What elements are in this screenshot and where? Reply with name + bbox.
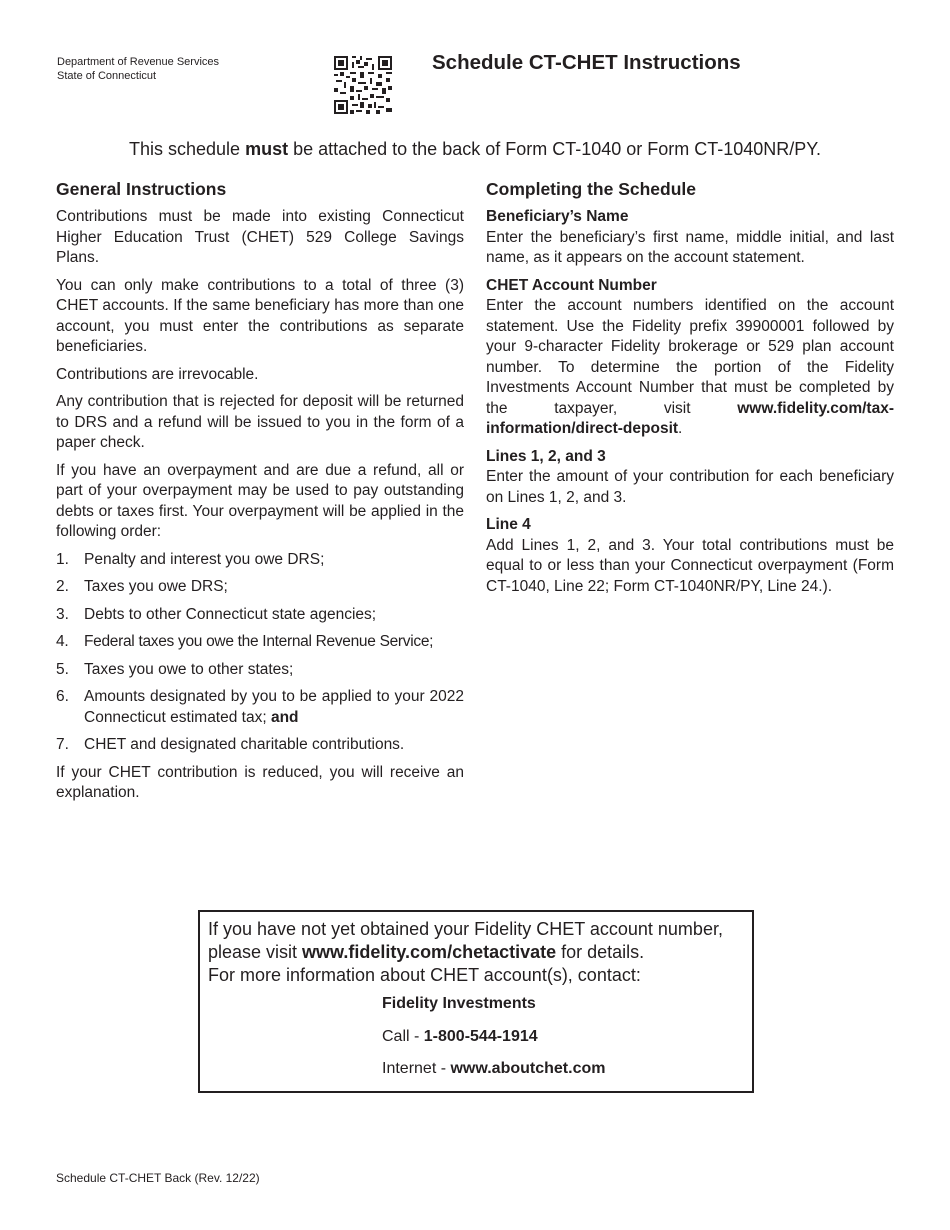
- general-paragraph: If your CHET contribution is reduced, you will receive an explanation.: [56, 763, 464, 801]
- list-item: 2. Taxes you owe DRS;: [56, 578, 228, 595]
- overpayment-order-list: [56, 550, 464, 756]
- lines-123-section: [486, 447, 894, 509]
- page-title: Schedule CT-CHET Instructions: [432, 51, 741, 74]
- completing-schedule-heading: Completing the Schedule: [486, 179, 697, 199]
- list-item: 5. Taxes you owe to other states;: [56, 660, 294, 678]
- beneficiary-text: Enter the beneficiary’s first name, middle initial, and last name, as it appears on the account statement.: [486, 228, 894, 266]
- attachment-notice: This schedule must be attached to the back of Form CT-1040 or Form CT-1040NR/PY.: [129, 139, 821, 159]
- info-line-1: If you have not yet obtained your Fidelity CHET account number, please visit www.fidelity.com/chetactivate for details.: [208, 919, 723, 962]
- general-instructions-column: [56, 178, 464, 811]
- line-4-text: Add Lines 1, 2, and 3. Your total contributions must be equal to or less than your Connecticut overpayment (Form CT-1040, Line 22; Form CT-1040NR/PY, Line 24.).: [486, 536, 894, 595]
- info-line-2: For more information about CHET account(s), contact:: [208, 965, 641, 985]
- qr-code-icon: [334, 56, 392, 114]
- account-number-heading: CHET Account Number: [486, 276, 657, 294]
- list-item: 4. Federal taxes you owe the Internal Revenue Service;: [56, 633, 434, 650]
- line-4-section: [486, 515, 894, 597]
- beneficiary-section: [486, 207, 894, 269]
- contact-phone[interactable]: 1-800-544-1914: [423, 1027, 538, 1045]
- page-footer: Schedule CT-CHET Back (Rev. 12/22): [56, 1171, 260, 1185]
- line-4-heading: Line 4: [486, 516, 531, 533]
- chet-activate-link[interactable]: www.fidelity.com/chetactivate: [302, 942, 557, 962]
- general-paragraph: You can only make contributions to a total of three (3) CHET accounts. If the same beneficiary has more than one account, you must enter the contributions as separate beneficiaries.: [56, 276, 464, 355]
- contact-website-line: Internet - www.aboutchet.com: [382, 1060, 606, 1077]
- general-paragraph: Any contribution that is rejected for deposit will be returned to DRS and a refund will be issued to you in the form of a paper check.: [56, 393, 464, 451]
- account-number-text: Enter the account numbers identified on the account statement. Use the Fidelity prefix 39900001 followed by your 9-character Fidelity brokerage or 529 plan account number. To determine the portion of the Fidelity Investments Account Number that must be completed by the taxpayer, visit www.fidelity.com/tax-information/direct-deposit.: [486, 297, 894, 437]
- list-item: 6. Amounts designated by you to be applied to your 2022 Connecticut estimated tax; and: [56, 688, 464, 726]
- beneficiary-heading: Beneficiary’s Name: [486, 208, 629, 225]
- agency-block: [57, 55, 219, 83]
- general-paragraph: Contributions must be made into existing Connecticut Higher Education Trust (CHET) 529 College Savings Plans.: [56, 208, 464, 266]
- general-paragraph: Contributions are irrevocable.: [56, 365, 259, 383]
- contact-block: [382, 994, 605, 1092]
- list-item: 7. CHET and designated charitable contributions.: [56, 736, 405, 753]
- contact-phone-line: Call - 1-800-544-1914: [382, 1027, 538, 1045]
- account-number-section: [486, 276, 894, 440]
- contact-org: Fidelity Investments: [382, 995, 536, 1012]
- attachment-notice-emphasis: must: [245, 139, 289, 159]
- general-paragraph: If you have an overpayment and are due a refund, all or part of your overpayment may be used to pay outstanding debts or taxes first. Your overpayment will be applied in the following order:: [56, 461, 464, 540]
- general-instructions-heading: General Instructions: [56, 179, 227, 199]
- completing-schedule-column: [486, 178, 894, 604]
- list-item: 3. Debts to other Connecticut state agencies;: [56, 605, 377, 623]
- contact-website-link[interactable]: www.aboutchet.com: [450, 1060, 606, 1077]
- agency-line-2: State of Connecticut: [57, 70, 157, 82]
- list-item: 1. Penalty and interest you owe DRS;: [56, 550, 325, 568]
- agency-line-1: Department of Revenue Services: [57, 56, 220, 68]
- fidelity-info-box: [198, 910, 754, 1093]
- fidelity-direct-deposit-link[interactable]: www.fidelity.com/tax-information/direct-deposit: [486, 399, 894, 437]
- lines-123-heading: Lines 1, 2, and 3: [486, 447, 606, 465]
- lines-123-text: Enter the amount of your contribution for each beneficiary on Lines 1, 2, and 3.: [486, 468, 894, 506]
